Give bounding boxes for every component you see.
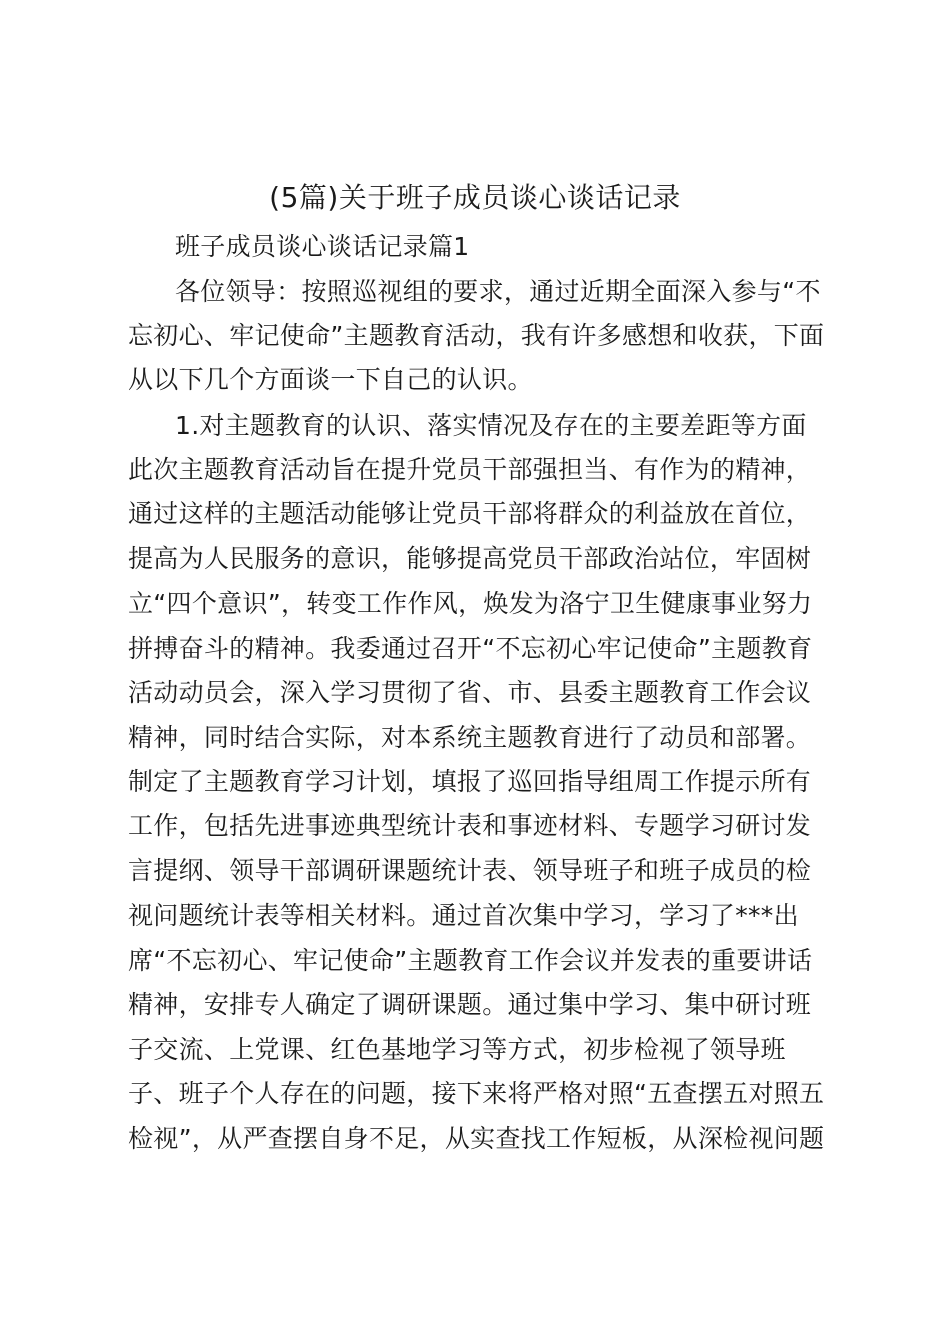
- paragraph-line: 1.对主题教育的认识、落实情况及存在的主要差距等方面: [175, 411, 807, 440]
- paragraph-line: 制定了主题教育学习计划，填报了巡回指导组周工作提示所有: [128, 767, 812, 796]
- paragraph-line: 席“不忘初心、牢记使命”主题教育工作会议并发表的重要讲话: [128, 946, 813, 975]
- document-title: (5篇)关于班子成员谈心谈话记录: [269, 181, 681, 214]
- paragraph-line: 活动动员会，深入学习贯彻了省、市、县委主题教育工作会议: [128, 678, 812, 707]
- paragraph-line: 此次主题教育活动旨在提升党员干部强担当、有作为的精神，: [128, 455, 812, 484]
- paragraph-line: 言提纲、领导干部调研课题统计表、领导班子和班子成员的检: [128, 856, 812, 885]
- paragraph-line: 子交流、上党课、红色基地学习等方式，初步检视了领导班: [128, 1035, 786, 1064]
- paragraph-line: 立“四个意识”，转变工作作风，焕发为洛宁卫生健康事业努力: [128, 589, 813, 618]
- paragraph-line: 检视”，从严查摆自身不足，从实查找工作短板，从深检视问题: [128, 1124, 825, 1153]
- paragraph-line: 拼搏奋斗的精神。我委通过召开“不忘初心牢记使命”主题教育: [128, 634, 813, 663]
- paragraph-line: 忘初心、牢记使命”主题教育活动，我有许多感想和收获，下面: [128, 321, 825, 350]
- paragraph-line: 子、班子个人存在的问题，接下来将严格对照“五查摆五对照五: [128, 1079, 825, 1108]
- paragraph-line: 精神，同时结合实际，对本系统主题教育进行了动员和部署。: [128, 723, 812, 752]
- paragraph-line: 提高为人民服务的意识，能够提高党员干部政治站位，牢固树: [128, 544, 812, 573]
- paragraph-line: 通过这样的主题活动能够让党员干部将群众的利益放在首位，: [128, 499, 812, 528]
- section-heading: 班子成员谈心谈话记录篇1: [175, 232, 470, 261]
- paragraph-line: 工作，包括先进事迹典型统计表和事迹材料、专题学习研讨发: [128, 811, 812, 840]
- paragraph-line: 精神，安排专人确定了调研课题。通过集中学习、集中研讨班: [128, 990, 812, 1019]
- paragraph-line: 视问题统计表等相关材料。通过首次集中学习，学习了***出: [128, 901, 799, 930]
- paragraph-line: 各位领导：按照巡视组的要求，通过近期全面深入参与“不: [175, 277, 821, 306]
- paragraph-line: 从以下几个方面谈一下自己的认识。: [128, 365, 533, 394]
